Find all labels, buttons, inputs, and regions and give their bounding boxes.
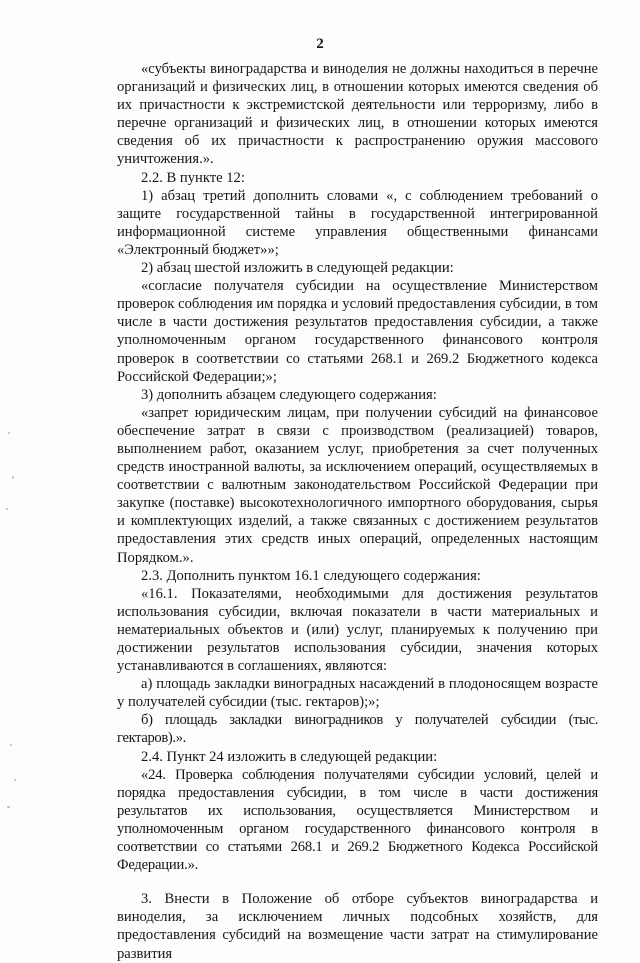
page-number: 2 <box>316 36 324 52</box>
scan-speck <box>14 779 16 781</box>
scan-speck <box>7 806 10 808</box>
document-body <box>117 60 598 963</box>
paragraph-2-3-heading: 2.3. Дополнить пунктом 16.1 следующего содержания: <box>141 567 481 584</box>
paragraph-item-a: а) площадь закладки виноградных насаждений в плодоносящем возрасте у получателей субсидии (тыс. гектаров);»; <box>117 676 598 711</box>
paragraph-subjects-exclusion: «субъекты виноградарства и виноделия не должны находиться в перечне организаций и физических лиц, в отношении которых имеются сведения об их причастности к экстремистской деятельности или терроризму, либо в перечне организаций и физических лиц, в отношении которых имеются сведения об их причастности к распространению оружия массового уничтожения.». <box>117 61 598 168</box>
paragraph-item-2: 2) абзац шестой изложить в следующей редакции: <box>141 260 454 277</box>
paragraph-currency-ban: «запрет юридическим лицам, при получении субсидий на финансовое обеспечение затрат в связи с производством (реализацией) товаров, выполнением работ, оказанием услуг, приобретения за счет полученных средств иностранной валюты, за исключением операций, осуществляемых в соответствии с валютным законодательством Российской Федерации при закупке (поставке) высокотехнологичного импортного оборудования, сырья и комплектующих изделий, а также связанных с достижением результатов предоставления этих средств иных операций, определенных настоящим Порядком.». <box>117 404 598 566</box>
paragraph-consent: «согласие получателя субсидии на осуществление Министерством проверок соблюдения им порядка и условий предоставления субсидии, в том числе в части достижения результатов предоставления субсидии, а также уполномоченным органом государственного финансового контроля проверок в соответствии со статьями 268.1 и 269.2 Бюджетного кодекса Российской Федерации;»; <box>117 278 598 385</box>
paragraph-24: «24. Проверка соблюдения получателями субсидии условий, целей и порядка предоставления субсидии, в том числе в части достижения результатов их использования, осуществляется Министерством и уполномоченным органом государственного финансового контроля в соответствии со статьями 268.1 и 269.2 Бюджетного Кодекса Российской Федерации.». <box>117 766 598 874</box>
scan-speck <box>8 432 10 434</box>
paragraph-item-3: 3) дополнить абзацем следующего содержания: <box>141 386 437 403</box>
paragraph-2-4-heading: 2.4. Пункт 24 изложить в следующей редакции: <box>141 748 438 765</box>
scan-speck <box>12 476 14 479</box>
paragraph-16-1: «16.1. Показателями, необходимыми для достижения результатов использования субсидии, включая показатели в части материальных и нематериальных объектов и (или) услуг, планируемых к получению при достижении результатов использования субсидии, значения которых устанавливаются в соглашениях, являются: <box>117 585 598 675</box>
scan-speck <box>6 508 8 510</box>
paragraph-section-3: 3. Внести в Положение об отборе субъектов виноградарства и виноделия, за исключением личных подсобных хозяйств, для предоставления субсидий на возмещение части затрат на стимулирование развития <box>117 891 598 962</box>
paragraph-2-2-heading: 2.2. В пункте 12: <box>141 169 245 186</box>
scan-speck <box>10 744 12 746</box>
paragraph-item-1: 1) абзац третий дополнить словами «, с соблюдением требований о защите государственной тайны в государственной интегрированной информационной системе управления общественными финансами «Электронный бюджет»»; <box>117 187 598 258</box>
paragraph-item-b: б) площадь закладки виноградников у получателей субсидии (тыс. гектаров).». <box>117 712 598 747</box>
